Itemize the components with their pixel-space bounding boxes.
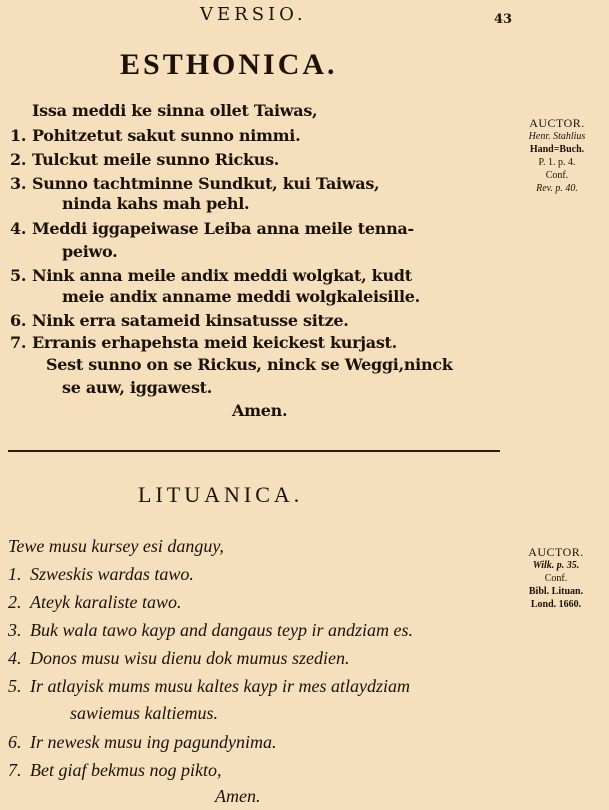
estonian-line: 2. Tulckut meile sunno Rickus. xyxy=(10,150,280,169)
estonian-line: 4. Meddi iggapeiwase Leiba anna meile tenna- xyxy=(10,219,414,238)
lithuanian-line: sawiemus kaltiemus. xyxy=(70,703,218,723)
lithuanian-line: 7. Bet giaf bekmus nog pikto, xyxy=(8,760,222,780)
estonian-line: 1. Pohitzetut sakut sunno nimmi. xyxy=(10,126,301,145)
running-head: VERSIO. xyxy=(200,4,307,25)
lithuanian-line: 2. Ateyk karaliste tawo. xyxy=(8,592,182,612)
estonian-line: 3. Sunno tachtminne Sundkut, kui Taiwas, xyxy=(10,174,380,193)
lithuanian-line: 3. Buk wala tawo kayp and dangaus teyp ir andziam es. xyxy=(8,620,413,640)
estonian-line: meie andix anname meddi wolgkaleisille. xyxy=(62,287,420,306)
lithuanian-sidenote: AUCTOR. Wilk. p. 35. Conf. Bibl. Lituan. Lond. 1660. xyxy=(528,545,584,610)
lithuanian-line: Tewe musu kursey esi danguy, xyxy=(8,536,224,556)
lithuanian-line: 6. Ir newesk musu ing pagundynima. xyxy=(8,732,277,752)
estonian-line: Amen. xyxy=(232,401,288,420)
estonian-line: 6. Nink erra satameid kinsatusse sitze. xyxy=(10,311,349,330)
estonian-line: 7. Erranis erhapehsta meid keickest kurjast. xyxy=(10,333,397,352)
estonian-line: Sest sunno on se Rickus, ninck se Weggi,ninck xyxy=(46,355,453,374)
estonian-line: se auw, iggawest. xyxy=(62,378,213,397)
lithuanian-title: LITUANICA. xyxy=(138,482,304,507)
estonian-line: peiwo. xyxy=(62,242,118,261)
estonian-line: 5. Nink anna meile andix meddi wolgkat, kudt xyxy=(10,266,412,285)
estonian-line: Issa meddi ke sinna ollet Taiwas, xyxy=(32,101,318,120)
lithuanian-line: 5. Ir atlayisk mums musu kaltes kayp ir mes atlaydziam xyxy=(8,676,410,696)
page-number: 43 xyxy=(494,12,513,27)
section-divider xyxy=(8,450,500,452)
estonian-line: ninda kahs mah pehl. xyxy=(62,194,250,213)
estonian-sidenote: AUCTOR. Henr. Stahlius Hand=Buch. P. 1. p. 4. Conf. Rev. p. 40. xyxy=(528,116,586,194)
estonian-title: ESTHONICA. xyxy=(120,48,338,81)
lithuanian-line: 4. Donos musu wisu dienu dok mumus szedien. xyxy=(8,648,350,668)
lithuanian-line: Amen. xyxy=(215,786,261,806)
lithuanian-line: 1. Szweskis wardas tawo. xyxy=(8,564,194,584)
